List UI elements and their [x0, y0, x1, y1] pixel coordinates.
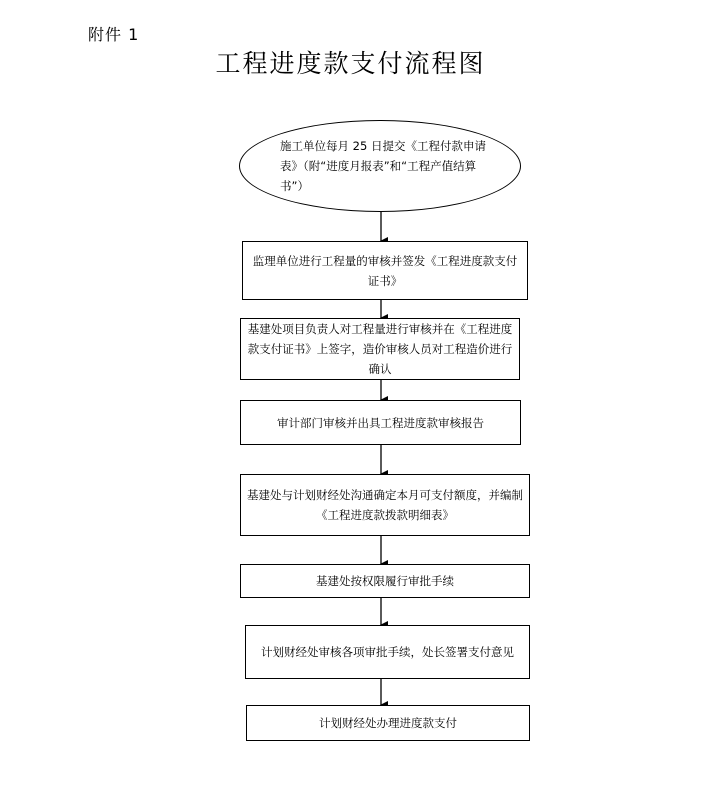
step-1-text: 监理单位进行工程量的审核并签发《工程进度款支付证书》 [252, 253, 518, 288]
step-1-box [242, 241, 528, 300]
step-2-text: 基建处项目负责人对工程量进行审核并在《工程进度款支付证书》上签字，造价审核人员对工程造价进行确认 [247, 322, 513, 376]
step-start-oval [239, 120, 521, 212]
attachment-label: 附件 1 [88, 25, 140, 44]
step-6-text: 计划财经处审核各项审批手续，处长签署支付意见 [261, 645, 514, 659]
step-7-box [246, 705, 530, 741]
step-4-text: 基建处与计划财经处沟通确定本月可支付额度，并编制《工程进度款拨款明细表》 [247, 488, 523, 522]
step-7-text: 计划财经处办理进度款支付 [319, 716, 457, 730]
step-4-box [240, 474, 530, 536]
step-3-box [240, 400, 521, 445]
step-5-text: 基建处按权限履行审批手续 [316, 574, 454, 588]
page-title: 工程进度款支付流程图 [215, 49, 486, 78]
step-5-box [240, 564, 530, 598]
step-6-box [245, 625, 530, 679]
step-2-box [240, 318, 520, 380]
step-3-text: 审计部门审核并出具工程进度款审核报告 [277, 415, 484, 430]
step-start-text: 施工单位每月 25 日提交《工程付款申请表》（附“进度月报表”和“工程产值结算书”） [280, 139, 486, 193]
